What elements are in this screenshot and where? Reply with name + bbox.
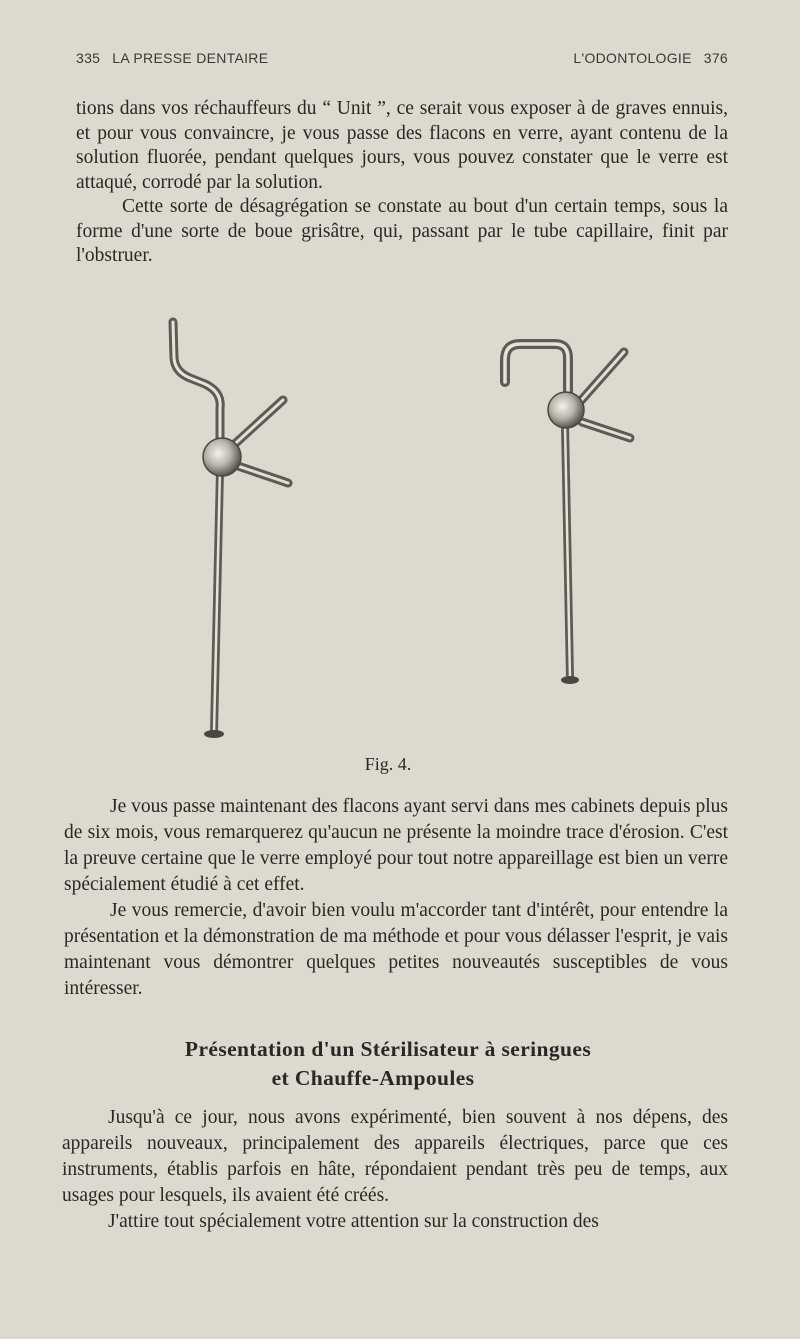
paragraph: J'attire tout spécialement votre attention sur la construction des [108,1211,599,1232]
section-title-text-2: et Chauffe-Ampoules [271,1066,475,1090]
paragraph: Jusqu'à ce jour, nous avons expérimenté, bien souvent à nos dépens, des appareils nouveaux, principalement des appareils électriques, parce que ces instruments, établis parfois en hâte, répondaient pendant très peu de temps, aux usages pour lesquels, ils avaient été créés. [62,1107,728,1206]
right-tube-icon [505,344,630,684]
text-block-bottom [62,1105,728,1235]
paragraph: Cette sorte de désagrégation se constate au bout d'un certain temps, sous la forme d'une sorte de boue grisâtre, qui, passant par le tube capillaire, finit par l'obstruer. [76,196,728,266]
section-title-text-1: Présentation d'un Stérilisateur à seringues [184,1037,592,1061]
paragraph: tions dans vos réchauffeurs du “ Unit ”, ce serait vous exposer à de graves ennuis, et pour vous convaincre, je vous passe des flacons en verre, ayant contenu de la solution fluorée, pendant quelques jours, vous pouvez constater que le verre est attaqué, corrodé par la solution. [76,98,728,193]
text-block-top [76,97,728,269]
section-title-line-1 [0,1037,800,1062]
page-number-left: 335 [76,50,101,66]
paragraph: Je vous remercie, d'avoir bien voulu m'accorder tant d'intérêt, pour entendre la présentation et la démonstration de ma méthode et pour vous délasser l'esprit, je vais maintenant vous démontrer quelques petites nouveautés susceptibles de vous intéresser. [64,900,728,999]
paragraph: Je vous passe maintenant des flacons ayant servi dans mes cabinets depuis plus de six mois, vous remarquerez qu'aucun ne présente la moindre trace d'érosion. C'est la preuve certaine que le verre employé pour tout notre appareillage est bien un verre spécialement étudié à cet effet. [64,796,728,895]
figure-glass-tubes [100,300,700,750]
page-number-right: 376 [703,50,728,66]
figure-caption-text: Fig. 4. [364,754,412,774]
left-tube-icon [173,322,288,738]
header-right [573,50,728,66]
header-left [76,50,268,66]
figure-caption [0,754,800,775]
glass-tubes-illustration [100,300,700,750]
text-block-middle [64,794,728,1002]
journal-title-right: L'ODONTOLOGIE [573,50,692,66]
section-title-line-2 [0,1066,800,1091]
journal-title-left: LA PRESSE DENTAIRE [112,50,269,66]
